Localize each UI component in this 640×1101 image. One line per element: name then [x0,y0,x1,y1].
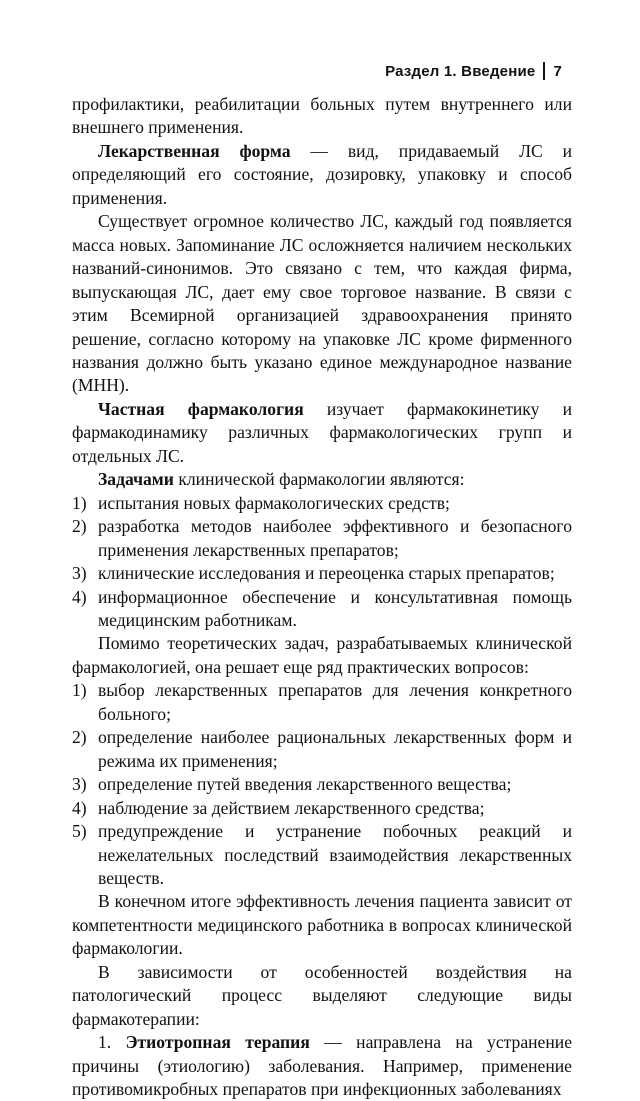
header-divider [543,62,545,80]
term-special-pharmacology: Частная фармакология [98,398,304,419]
paragraph-etiotropic: 1. Этиотропная терапия — направлена на устранение причины (этиологию) заболевания. Например, применение противомикробных препаратов при инфекционных заболеваниях [72,1032,573,1100]
section-title: Раздел 1. Введение [385,62,536,80]
term-dosage-form: Лекарственная форма [98,140,291,161]
practical-list [72,679,572,890]
paragraph-dosage-form: Лекарственная форма — вид, придаваемый ЛС и определяющий его состояние, дозировку, упаковку и способ применения. [72,140,572,208]
running-header [385,62,562,80]
page-number: 7 [553,62,562,80]
list-item: 4) информационное обеспечение и консультативная помощь медицинским работникам. [72,586,572,630]
list-item: 3) клинические исследования и переоценка старых препаратов; [72,563,555,584]
list-item: 3) определение путей введения лекарственного вещества; [72,774,512,795]
term-etiotropic: Этиотропная терапия [125,1032,310,1053]
list-item: 2) разработка методов наиболее эффективного и безопасного применения лекарственных препаратов; [72,516,572,560]
page-body [72,93,572,1101]
list-item: 1) выбор лекарственных препаратов для лечения конкретного больного; [72,680,572,724]
paragraph-drug-names: Существует огромное количество ЛС, каждый год появляется масса новых. Запоминание ЛС осложняется наличием нескольких названий-синонимов. Это связано с тем, что каждая фирма, выпускающая ЛС, дает ему свое торговое название. В связи с этим Всемирной организацией здравоохранения принято решение, согласно которому на упаковке ЛС кроме фирменного названия должно быть указано единое международное название (МНН). [72,211,572,396]
paragraph-practical-intro: Помимо теоретических задач, разрабатываемых клинической фармакологией, она решает еще ряд практических вопросов: [72,633,572,677]
tasks-list [72,492,572,633]
paragraph-special-pharmacology: Частная фармакология изучает фармакокинетику и фармакодинамику различных фармакологических групп и отдельных ЛС. [72,398,572,466]
paragraph-continuation: профилактики, реабилитации больных путем внутреннего или внешнего применения. [72,94,572,138]
paragraph-effectiveness: В конечном итоге эффективность лечения пациента зависит от компетентности медицинского работника в вопросах клинической фармакологии. [72,891,572,959]
term-tasks: Задачами [98,469,174,490]
list-item: 1) испытания новых фармакологических средств; [72,492,450,513]
list-item: 5) предупреждение и устранение побочных реакций и нежелательных последствий взаимодействия лекарственных веществ. [72,821,572,888]
paragraph-tasks-intro: Задачами клинической фармакологии являются: [98,469,465,490]
list-item: 4) наблюдение за действием лекарственного средства; [72,797,485,818]
list-item: 2) определение наиболее рациональных лекарственных форм и режима их применения; [72,727,572,771]
paragraph-therapy-types: В зависимости от особенностей воздействия на патологический процесс выделяют следующие виды фармакотерапии: [72,961,572,1029]
